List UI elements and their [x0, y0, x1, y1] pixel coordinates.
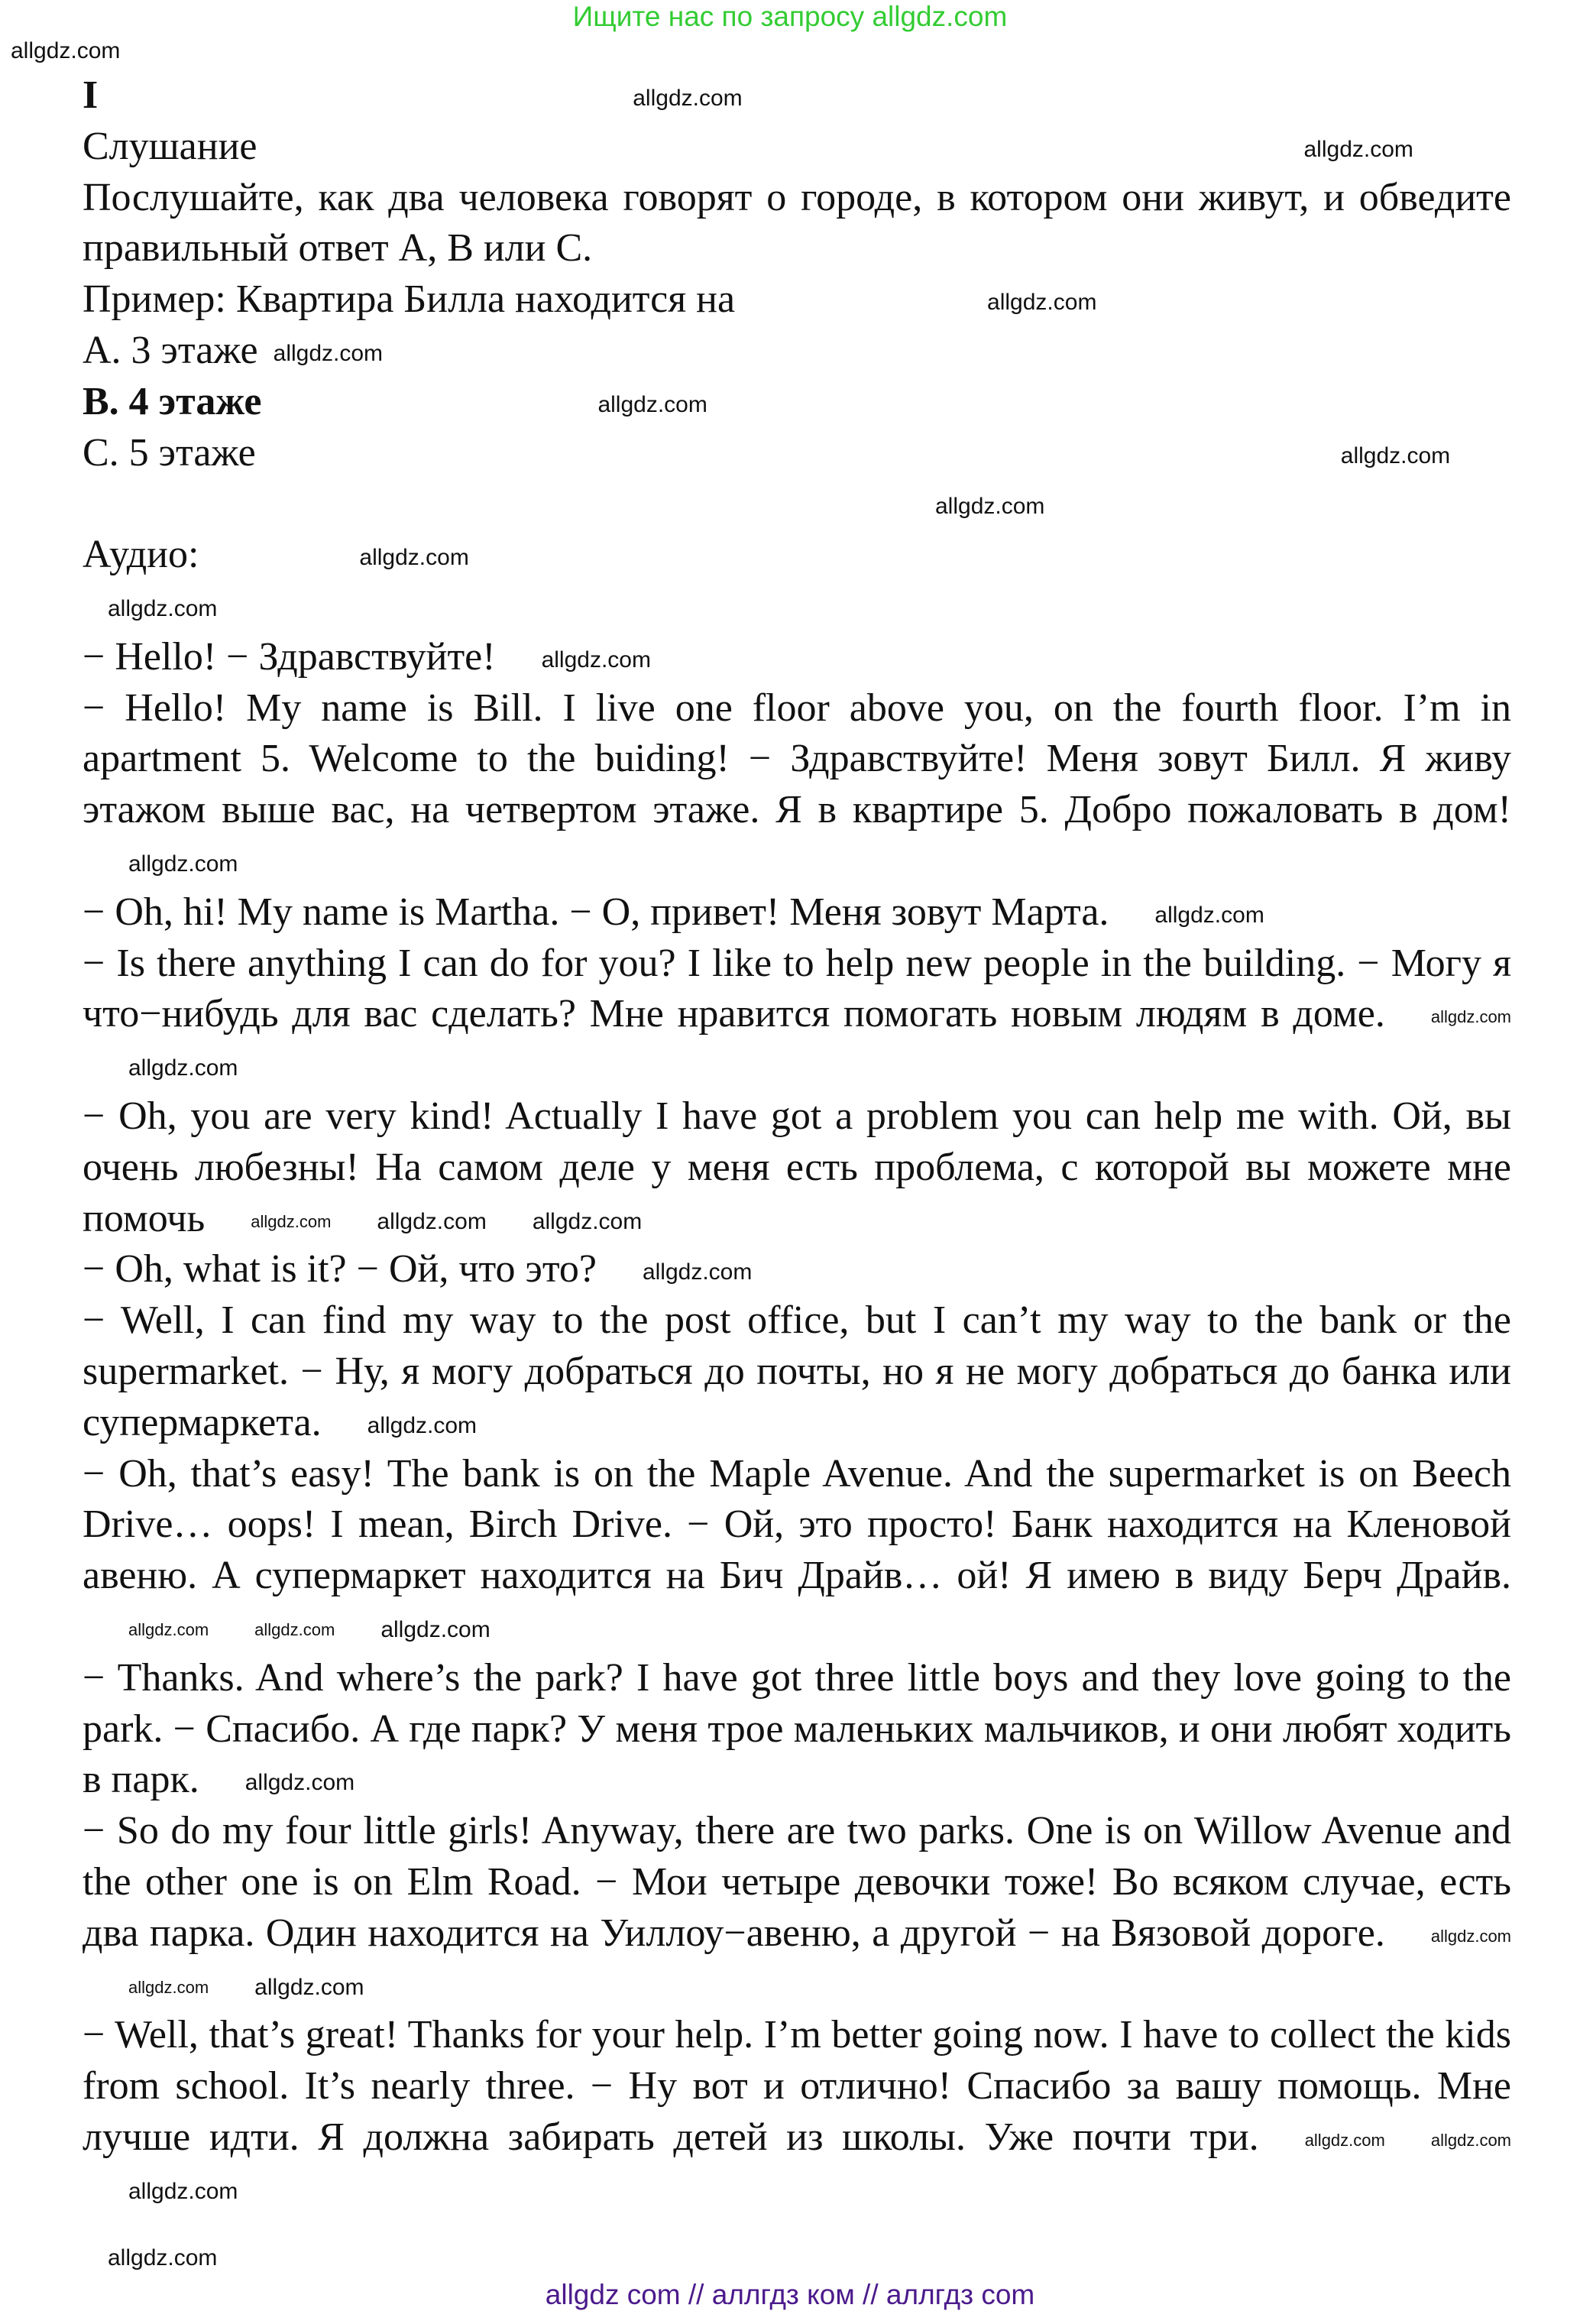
watermark: allgdz.com	[935, 494, 1045, 520]
watermark: allgdz.com	[251, 1211, 332, 1231]
watermark: allgdz.com	[633, 86, 743, 112]
option-a-line	[83, 326, 1511, 377]
dialogue-text: − So do my four little girls! Anyway, there are two parks. One is on Willow Avenue and the other one is on Elm Road. − Мои четыре девочки тоже! Во всяком случае, есть два парка. Один находится на Уиллоу−авеню, а другой − на Вязовой дороге.	[83, 1809, 1511, 1955]
dialogue-line	[83, 2010, 1511, 2214]
watermark: allgdz.com	[1430, 1926, 1511, 1946]
watermark: allgdz.com	[367, 1412, 478, 1438]
dialogue-line	[83, 887, 1511, 938]
dialogue-text: − Oh, you are very kind! Actually I have got a problem you can help me with. Ой, вы очень любезны! На самом деле у меня есть проблема, с которой вы можете мне помочь	[83, 1094, 1511, 1240]
watermark: allgdz.com	[377, 1208, 487, 1234]
watermark: allgdz.com	[541, 647, 651, 673]
dialogue-text: − Well, I can find my way to the post office, but I can’t my way to the bank or the supermarket. − Ну, я могу добраться до почты, но я не могу добраться до банка или супермаркета.	[83, 1298, 1511, 1444]
option-b-correct: B. 4 этаже	[83, 379, 262, 423]
instruction: Послушайте, как два человека говорят о городе, в котором они живут, и обведите правильный ответ A, B или C.	[83, 175, 1511, 271]
watermark: allgdz.com	[1340, 442, 1451, 468]
audio-label-line	[83, 530, 1511, 581]
footer-banner: allgdz com // аллгдз ком // аллгдз com	[545, 2279, 1035, 2311]
dialogue-text: − Oh, hi! My name is Martha. − О, привет! Меня зовут Марта.	[83, 890, 1109, 934]
watermark: allgdz.com	[359, 545, 469, 571]
document-body	[83, 0, 1511, 2271]
watermark: allgdz.com	[1430, 1007, 1511, 1027]
watermark: allgdz.com	[128, 851, 238, 877]
watermark: allgdz.com	[987, 290, 1097, 316]
example: Пример: Квартира Билла находится на	[83, 277, 736, 322]
watermark: allgdz.com	[1303, 136, 1413, 162]
dialogue-text: − Well, that’s great! Thanks for your help. I’m better going now. I have to collect the kids from school. It’s nearly three. − Ну вот и отлично! Спасибо за вашу помощь. Мне лучше идти. Я должна забирать детей из школы. Уже почти три.	[83, 2013, 1511, 2159]
section-number: I	[83, 73, 99, 117]
dialogue-text: − Oh, what is it? − Ой, что это?	[83, 1247, 597, 1292]
watermark: allgdz.com	[642, 1259, 753, 1285]
watermark: allgdz.com	[273, 341, 384, 367]
option-c-line	[83, 428, 1511, 479]
search-banner: Ищите нас по запросу allgdz.com	[572, 1, 1008, 32]
example-line	[83, 274, 1511, 326]
option-c: C. 5 этаже	[83, 430, 256, 475]
dialogue-line	[83, 1244, 1511, 1295]
watermark: allgdz.com	[254, 1619, 335, 1639]
dialogue-line	[83, 1449, 1511, 1653]
watermark: allgdz.com	[380, 1616, 491, 1642]
dialogue-line	[83, 1295, 1511, 1448]
watermark: allgdz.com	[128, 1619, 209, 1639]
dialogue-line	[83, 632, 1511, 683]
dialogue-line	[83, 1653, 1511, 1806]
watermark: allgdz.com	[244, 1770, 355, 1796]
dialogue-text: − Hello! My name is Bill. I live one floor above you, on the fourth floor. I’m in apartment 5. Welcome to the buiding! − Здравствуйте! Меня зовут Билл. Я живу этажом выше вас, на четвертом этаже. Я в квартире 5. Добро пожаловать в дом!	[83, 686, 1511, 832]
watermark: allgdz.com	[128, 1055, 238, 1081]
dialogue-text: − Is there anything I can do for you? I like to help new people in the building. − Могу я что−нибудь для вас сделать? Мне нравится помогать новым людям в доме.	[83, 941, 1511, 1036]
watermark: allgdz.com	[1154, 902, 1264, 928]
audio-label: Аудио:	[83, 533, 199, 577]
option-a: A. 3 этаже	[83, 328, 258, 372]
watermark: allgdz.com	[254, 1974, 364, 2000]
spacer	[83, 478, 1511, 530]
watermark: allgdz.com	[108, 596, 218, 622]
dialogue-text: − Oh, that’s easy! The bank is on the Maple Avenue. And the supermarket is on Beech Drive… oops! I mean, Birch Drive. − Ой, это просто! Банк находится на Кленовой авеню. А супермаркет находится на Бич Драйв… ой! Я имею в виду Берч Драйв.	[83, 1451, 1511, 1598]
watermark: allgdz.com	[128, 1977, 209, 1997]
spacer	[83, 581, 1511, 632]
dialogue-line	[83, 1806, 1511, 2010]
dialogue-text: − Hello! − Здравствуйте!	[83, 634, 496, 679]
dialogue-line	[83, 683, 1511, 887]
option-b-line	[83, 377, 1511, 428]
section-number-line	[83, 70, 1511, 122]
section-title-line	[83, 122, 1511, 173]
dialogue-line	[83, 938, 1511, 1091]
watermark-row	[108, 2229, 1511, 2271]
watermark: allgdz.com	[11, 38, 121, 63]
watermark: allgdz.com	[532, 1208, 643, 1234]
watermark: allgdz.com	[1430, 2130, 1511, 2150]
dialogue-text: − Thanks. And where’s the park? I have got three little boys and they love going to the park. − Спасибо. А где парк? У меня трое маленьких мальчиков, и они любят ходить в парк.	[83, 1655, 1511, 1802]
watermark: allgdz.com	[1304, 2130, 1385, 2150]
dialogue-line	[83, 1091, 1511, 1244]
watermark: allgdz.com	[128, 2178, 238, 2204]
section-title: Слушание	[83, 124, 257, 168]
watermark: allgdz.com	[597, 391, 707, 417]
watermark: allgdz.com	[108, 2245, 218, 2271]
